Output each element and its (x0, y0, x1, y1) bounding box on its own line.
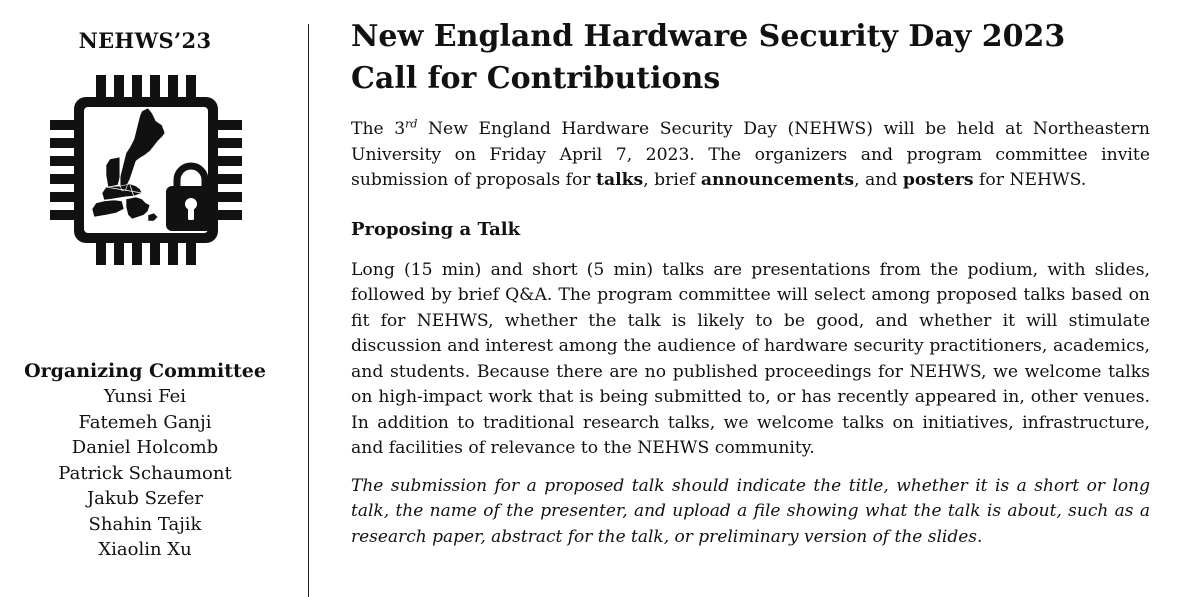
committee-member: Daniel Holcomb (71, 437, 219, 458)
intro-text-3: , and (854, 170, 903, 190)
column-divider (308, 24, 309, 597)
committee-member: Jakub Szefer (86, 488, 204, 509)
page-title (351, 16, 1150, 100)
intro-bold-talks: talks (596, 170, 644, 190)
title-line-2: Call for Contributions (351, 61, 721, 96)
intro-text-4: for NEHWS. (973, 170, 1087, 190)
committee-heading: Organizing Committee (24, 360, 266, 382)
committee-list (0, 384, 290, 563)
committee-member: Xiaolin Xu (98, 539, 192, 560)
sidebar-title: NEHWS’23 (78, 28, 212, 53)
organizing-committee (0, 358, 290, 563)
section-heading-proposing-talk: Proposing a Talk (351, 218, 521, 240)
nehws-logo-icon (50, 75, 242, 265)
ordinal-superscript: rd (405, 117, 418, 131)
intro-paragraph (351, 117, 1150, 194)
intro-prefix: The 3 (351, 119, 406, 139)
committee-member: Yunsi Fei (103, 386, 187, 407)
title-line-1: New England Hardware Security Day 2023 (351, 19, 1066, 54)
intro-bold-posters: posters (902, 170, 974, 190)
talk-paragraph: Long (15 min) and short (5 min) talks are presentations from the podium, with slides, followed by brief Q&A. The program committee will select among proposed talks based on fit for NEHWS, whether the talk is likely to be good, and whether it will stimulate discussion and interest among the audience of hardware security practitioners, academics, and students. Because there are no published proceedings for NEHWS, we welcome talks on high-impact work that is being submitted to, or has recently appeared in, other venues. In addition to traditional research talks, we welcome talks on initiatives, infrastructure, and facilities of relevance to the NEHWS community. (351, 259, 1150, 458)
intro-text-2: , brief (643, 170, 701, 190)
sidebar (0, 0, 290, 597)
intro-text-1: New England Hardware Security Day (NEHWS) will be held at Northeastern University on Friday April 7, 2023. The organizers and program committee invite submission of proposals for (351, 119, 1150, 190)
committee-member: Shahin Tajik (88, 513, 202, 535)
committee-member: Fatemeh Ganji (78, 411, 212, 433)
committee-member: Patrick Schaumont (58, 462, 232, 484)
main-content (351, 16, 1150, 550)
talk-submission-note: The submission for a proposed talk should indicate the title, whether it is a short or long talk, the name of the presenter, and upload a file showing what the talk is about, such as a research paper, abstract for the talk, or preliminary version of the slides. (351, 475, 1150, 547)
intro-bold-announcements: announcements (700, 170, 855, 190)
